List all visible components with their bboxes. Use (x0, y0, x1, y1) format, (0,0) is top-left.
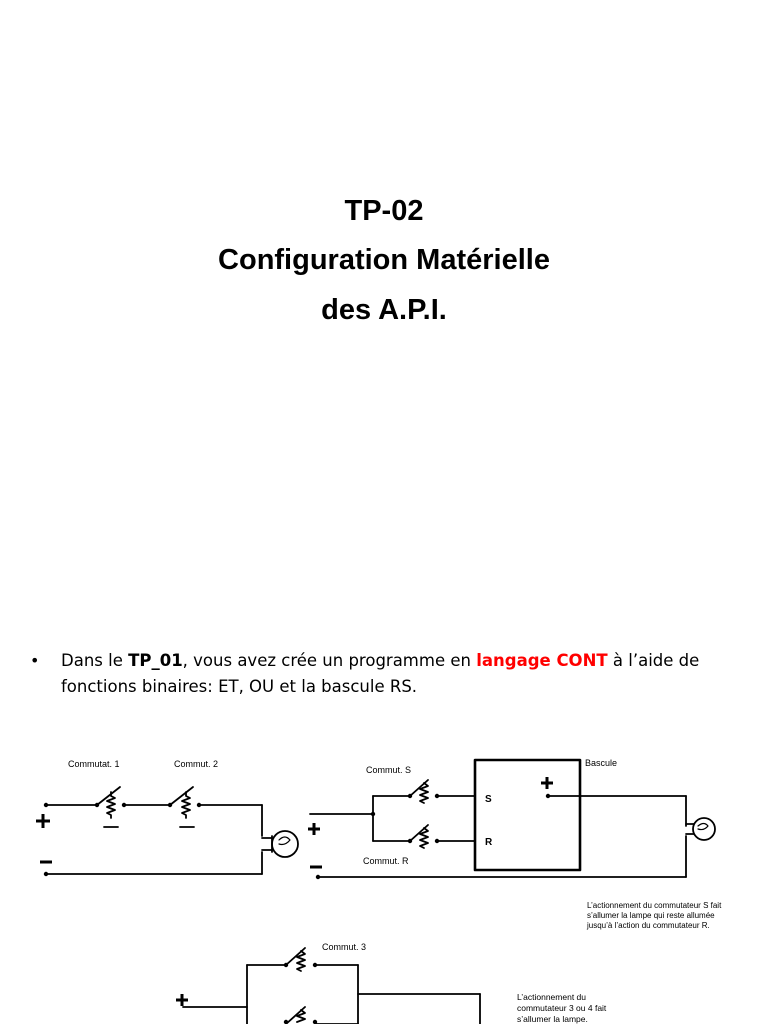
bullet-text-part3: à l’aide de fonctions binaires: ET, OU et la bascule RS. (61, 651, 700, 696)
bullet-text-highlight: langage CONT (476, 651, 608, 670)
bullet-text-bold: TP_01 (128, 651, 183, 670)
title-line-2: Configuration Matérielle (218, 244, 550, 276)
label-commut-r: Commut. R (363, 856, 409, 866)
bullet-text-part1: Dans le (61, 651, 129, 670)
bullet-text-part2: , vous avez crée un programme en (182, 651, 477, 670)
diagram-series-circuit (46, 787, 298, 874)
label-commut-2: Commut. 2 (174, 759, 219, 769)
latch-input-r: R (485, 837, 493, 848)
label-bascule: Bascule (585, 758, 618, 768)
bullet-marker: • (30, 651, 40, 670)
parallel-note-line-3: s’allumer la lampe. (517, 1014, 588, 1024)
rs-note-line-1: L’actionnement du commutateur S fait (587, 901, 722, 910)
label-commut-s: Commut. S (366, 765, 412, 775)
title-line-1: TP-02 (344, 195, 424, 227)
diagram-parallel-circuit (183, 948, 480, 1024)
parallel-note-line-1: L’actionnement du (517, 992, 586, 1002)
rs-note-line-3: jusqu’à l’action du commutateur R. (587, 921, 710, 930)
label-commut-3: Commut. 3 (322, 942, 367, 952)
title-line-3: des A.P.I. (321, 294, 447, 326)
latch-input-s: S (485, 794, 492, 805)
parallel-note-line-2: commutateur 3 ou 4 fait (517, 1003, 607, 1013)
rs-note-line-2: s’allumer la lampe qui reste allumée (587, 911, 715, 920)
label-commutat-1: Commutat. 1 (68, 759, 120, 769)
